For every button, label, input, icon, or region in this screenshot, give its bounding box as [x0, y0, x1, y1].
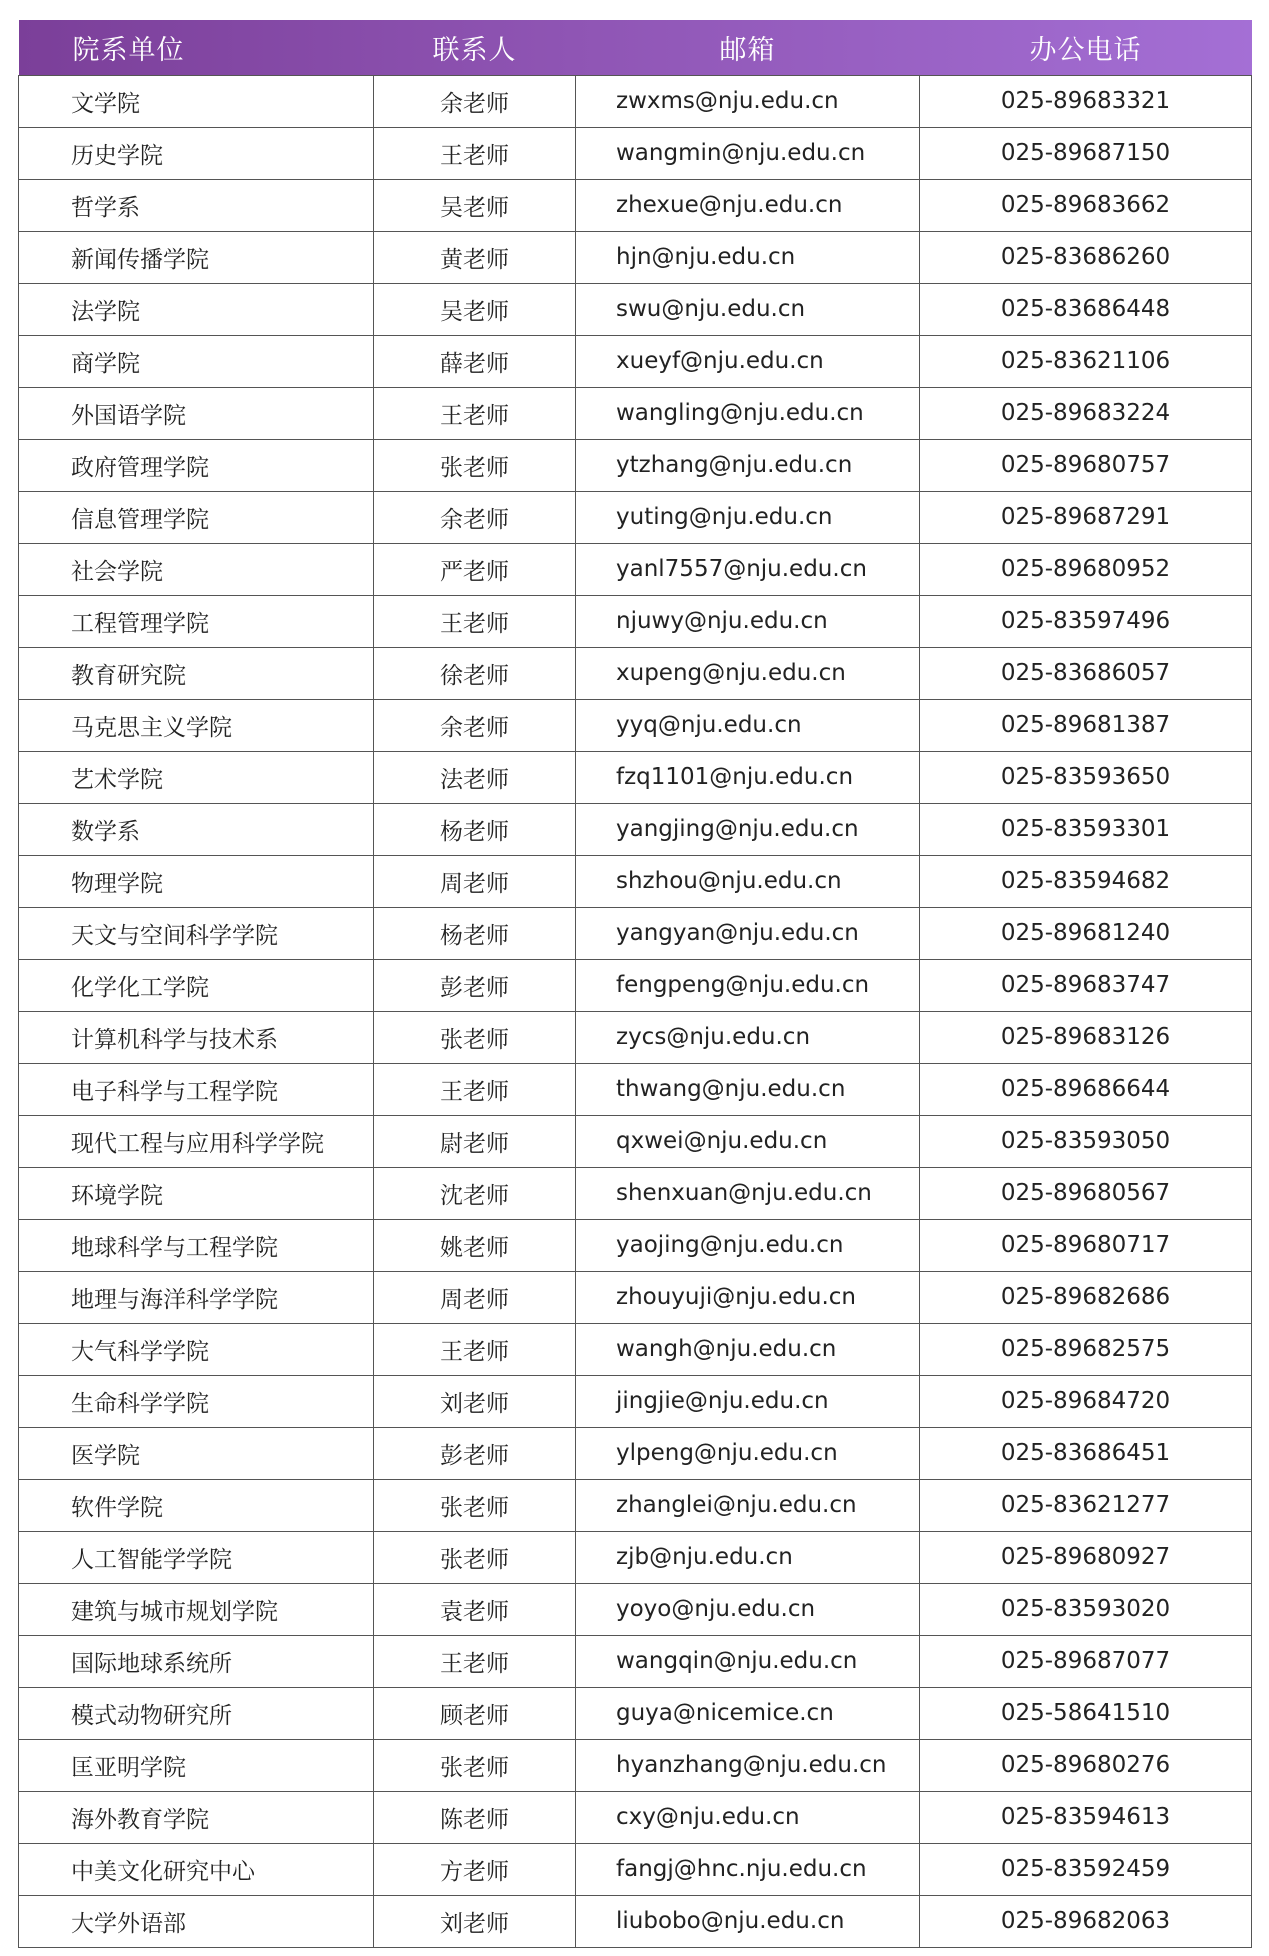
office-phone-cell: 025-83593301: [920, 803, 1252, 855]
department-cell: 电子科学与工程学院: [19, 1063, 374, 1115]
department-cell: 商学院: [19, 335, 374, 387]
office-phone-cell: 025-89681387: [920, 699, 1252, 751]
office-phone-cell: 025-89680276: [920, 1739, 1252, 1791]
department-cell: 社会学院: [19, 543, 374, 595]
department-contact-table: [18, 20, 1252, 1948]
email-cell: wangmin@nju.edu.cn: [576, 127, 920, 179]
department-cell: 化学化工学院: [19, 959, 374, 1011]
department-cell: 工程管理学院: [19, 595, 374, 647]
contact-person-cell: 张老师: [374, 1479, 576, 1531]
table-row: [19, 1063, 1252, 1115]
office-phone-cell: 025-89683224: [920, 387, 1252, 439]
department-cell: 天文与空间科学学院: [19, 907, 374, 959]
office-phone-cell: 025-83593050: [920, 1115, 1252, 1167]
table-row: [19, 699, 1252, 751]
department-cell: 模式动物研究所: [19, 1687, 374, 1739]
office-phone-cell: 025-89683126: [920, 1011, 1252, 1063]
table-row: [19, 803, 1252, 855]
department-cell: 地理与海洋科学学院: [19, 1271, 374, 1323]
table-row: [19, 543, 1252, 595]
email-cell: hjn@nju.edu.cn: [576, 231, 920, 283]
table-row: [19, 1531, 1252, 1583]
email-cell: zhexue@nju.edu.cn: [576, 179, 920, 231]
table-row: [19, 907, 1252, 959]
contact-person-cell: 王老师: [374, 595, 576, 647]
email-cell: shenxuan@nju.edu.cn: [576, 1167, 920, 1219]
table-row: [19, 127, 1252, 179]
department-cell: 人工智能学学院: [19, 1531, 374, 1583]
email-cell: yyq@nju.edu.cn: [576, 699, 920, 751]
department-cell: 历史学院: [19, 127, 374, 179]
department-cell: 现代工程与应用科学学院: [19, 1115, 374, 1167]
office-phone-cell: 025-89687291: [920, 491, 1252, 543]
email-cell: zhouyuji@nju.edu.cn: [576, 1271, 920, 1323]
email-cell: yangjing@nju.edu.cn: [576, 803, 920, 855]
email-cell: guya@nicemice.cn: [576, 1687, 920, 1739]
contact-person-cell: 沈老师: [374, 1167, 576, 1219]
contact-person-cell: 张老师: [374, 1011, 576, 1063]
department-cell: 艺术学院: [19, 751, 374, 803]
email-cell: zycs@nju.edu.cn: [576, 1011, 920, 1063]
office-phone-cell: 025-83686451: [920, 1427, 1252, 1479]
column-header-contact: 联系人: [432, 34, 517, 66]
department-cell: 环境学院: [19, 1167, 374, 1219]
office-phone-cell: 025-89682063: [920, 1895, 1252, 1947]
department-cell: 法学院: [19, 283, 374, 335]
department-cell: 哲学系: [19, 179, 374, 231]
office-phone-cell: 025-89680757: [920, 439, 1252, 491]
contact-person-cell: 杨老师: [374, 803, 576, 855]
department-cell: 海外教育学院: [19, 1791, 374, 1843]
contact-person-cell: 顾老师: [374, 1687, 576, 1739]
table-row: [19, 1791, 1252, 1843]
email-cell: njuwy@nju.edu.cn: [576, 595, 920, 647]
department-cell: 计算机科学与技术系: [19, 1011, 374, 1063]
contact-person-cell: 杨老师: [374, 907, 576, 959]
email-cell: ytzhang@nju.edu.cn: [576, 439, 920, 491]
contact-person-cell: 徐老师: [374, 647, 576, 699]
column-header-phone: 办公电话: [1029, 34, 1142, 66]
office-phone-cell: 025-89680567: [920, 1167, 1252, 1219]
email-cell: zhanglei@nju.edu.cn: [576, 1479, 920, 1531]
contact-person-cell: 张老师: [374, 439, 576, 491]
table-row: [19, 75, 1252, 127]
department-cell: 马克思主义学院: [19, 699, 374, 751]
email-cell: cxy@nju.edu.cn: [576, 1791, 920, 1843]
table-row: [19, 1115, 1252, 1167]
department-cell: 文学院: [19, 75, 374, 127]
table-row: [19, 335, 1252, 387]
department-cell: 生命科学学院: [19, 1375, 374, 1427]
email-cell: shzhou@nju.edu.cn: [576, 855, 920, 907]
email-cell: qxwei@nju.edu.cn: [576, 1115, 920, 1167]
email-cell: wangling@nju.edu.cn: [576, 387, 920, 439]
contact-person-cell: 王老师: [374, 1635, 576, 1687]
email-cell: fzq1101@nju.edu.cn: [576, 751, 920, 803]
table-row: [19, 959, 1252, 1011]
table-row: [19, 179, 1252, 231]
email-cell: yoyo@nju.edu.cn: [576, 1583, 920, 1635]
department-cell: 医学院: [19, 1427, 374, 1479]
column-header-email: 邮箱: [719, 34, 776, 66]
department-cell: 地球科学与工程学院: [19, 1219, 374, 1271]
department-cell: 教育研究院: [19, 647, 374, 699]
table-row: [19, 387, 1252, 439]
table-row: [19, 1583, 1252, 1635]
office-phone-cell: 025-89681240: [920, 907, 1252, 959]
email-cell: zjb@nju.edu.cn: [576, 1531, 920, 1583]
email-cell: yuting@nju.edu.cn: [576, 491, 920, 543]
department-cell: 中美文化研究中心: [19, 1843, 374, 1895]
contact-person-cell: 方老师: [374, 1843, 576, 1895]
contact-person-cell: 吴老师: [374, 283, 576, 335]
office-phone-cell: 025-89682575: [920, 1323, 1252, 1375]
office-phone-cell: 025-89680717: [920, 1219, 1252, 1271]
office-phone-cell: 025-83686448: [920, 283, 1252, 335]
contact-person-cell: 余老师: [374, 491, 576, 543]
table-row: [19, 1479, 1252, 1531]
contact-person-cell: 法老师: [374, 751, 576, 803]
table-header: [19, 20, 1252, 75]
table-row: [19, 439, 1252, 491]
email-cell: fengpeng@nju.edu.cn: [576, 959, 920, 1011]
office-phone-cell: 025-89683662: [920, 179, 1252, 231]
contact-person-cell: 王老师: [374, 1063, 576, 1115]
office-phone-cell: 025-83597496: [920, 595, 1252, 647]
table-row: [19, 647, 1252, 699]
office-phone-cell: 025-89680952: [920, 543, 1252, 595]
office-phone-cell: 025-89682686: [920, 1271, 1252, 1323]
department-cell: 软件学院: [19, 1479, 374, 1531]
department-cell: 大学外语部: [19, 1895, 374, 1947]
email-cell: fangj@hnc.nju.edu.cn: [576, 1843, 920, 1895]
department-cell: 建筑与城市规划学院: [19, 1583, 374, 1635]
contact-person-cell: 周老师: [374, 1271, 576, 1323]
department-cell: 物理学院: [19, 855, 374, 907]
contact-person-cell: 王老师: [374, 127, 576, 179]
email-cell: yanl7557@nju.edu.cn: [576, 543, 920, 595]
office-phone-cell: 025-89683747: [920, 959, 1252, 1011]
department-cell: 国际地球系统所: [19, 1635, 374, 1687]
table-row: [19, 1219, 1252, 1271]
email-cell: yaojing@nju.edu.cn: [576, 1219, 920, 1271]
department-cell: 政府管理学院: [19, 439, 374, 491]
contact-person-cell: 刘老师: [374, 1375, 576, 1427]
contact-person-cell: 尉老师: [374, 1115, 576, 1167]
contact-person-cell: 严老师: [374, 543, 576, 595]
table-row: [19, 1427, 1252, 1479]
table-row: [19, 1895, 1252, 1947]
office-phone-cell: 025-83592459: [920, 1843, 1252, 1895]
email-cell: liubobo@nju.edu.cn: [576, 1895, 920, 1947]
contact-person-cell: 黄老师: [374, 231, 576, 283]
email-cell: xupeng@nju.edu.cn: [576, 647, 920, 699]
table-row: [19, 283, 1252, 335]
email-cell: thwang@nju.edu.cn: [576, 1063, 920, 1115]
table-row: [19, 1323, 1252, 1375]
table-header-row: [19, 20, 1252, 75]
office-phone-cell: 025-83686057: [920, 647, 1252, 699]
office-phone-cell: 025-83621106: [920, 335, 1252, 387]
table-row: [19, 1011, 1252, 1063]
table-row: [19, 595, 1252, 647]
office-phone-cell: 025-89687077: [920, 1635, 1252, 1687]
table-row: [19, 1687, 1252, 1739]
department-cell: 数学系: [19, 803, 374, 855]
department-cell: 大气科学学院: [19, 1323, 374, 1375]
table-row: [19, 1375, 1252, 1427]
contact-person-cell: 薛老师: [374, 335, 576, 387]
email-cell: xueyf@nju.edu.cn: [576, 335, 920, 387]
office-phone-cell: 025-83593020: [920, 1583, 1252, 1635]
email-cell: zwxms@nju.edu.cn: [576, 75, 920, 127]
office-phone-cell: 025-89680927: [920, 1531, 1252, 1583]
table-row: [19, 1635, 1252, 1687]
department-cell: 外国语学院: [19, 387, 374, 439]
office-phone-cell: 025-89683321: [920, 75, 1252, 127]
department-cell: 新闻传播学院: [19, 231, 374, 283]
table-row: [19, 751, 1252, 803]
contact-person-cell: 余老师: [374, 699, 576, 751]
office-phone-cell: 025-89687150: [920, 127, 1252, 179]
table-row: [19, 231, 1252, 283]
office-phone-cell: 025-89686644: [920, 1063, 1252, 1115]
email-cell: wangh@nju.edu.cn: [576, 1323, 920, 1375]
contact-person-cell: 余老师: [374, 75, 576, 127]
table-body: [19, 75, 1252, 1947]
table-row: [19, 1167, 1252, 1219]
contact-table-container: [18, 20, 1251, 1948]
contact-person-cell: 袁老师: [374, 1583, 576, 1635]
contact-person-cell: 彭老师: [374, 959, 576, 1011]
contact-person-cell: 彭老师: [374, 1427, 576, 1479]
contact-person-cell: 张老师: [374, 1739, 576, 1791]
contact-person-cell: 刘老师: [374, 1895, 576, 1947]
department-cell: 匡亚明学院: [19, 1739, 374, 1791]
email-cell: jingjie@nju.edu.cn: [576, 1375, 920, 1427]
contact-person-cell: 陈老师: [374, 1791, 576, 1843]
contact-person-cell: 张老师: [374, 1531, 576, 1583]
office-phone-cell: 025-83686260: [920, 231, 1252, 283]
email-cell: swu@nju.edu.cn: [576, 283, 920, 335]
department-cell: 信息管理学院: [19, 491, 374, 543]
table-row: [19, 1271, 1252, 1323]
contact-person-cell: 周老师: [374, 855, 576, 907]
office-phone-cell: 025-58641510: [920, 1687, 1252, 1739]
table-row: [19, 1843, 1252, 1895]
email-cell: wangqin@nju.edu.cn: [576, 1635, 920, 1687]
office-phone-cell: 025-83621277: [920, 1479, 1252, 1531]
contact-person-cell: 姚老师: [374, 1219, 576, 1271]
contact-person-cell: 王老师: [374, 1323, 576, 1375]
contact-person-cell: 王老师: [374, 387, 576, 439]
email-cell: hyanzhang@nju.edu.cn: [576, 1739, 920, 1791]
office-phone-cell: 025-89684720: [920, 1375, 1252, 1427]
table-row: [19, 1739, 1252, 1791]
office-phone-cell: 025-83593650: [920, 751, 1252, 803]
office-phone-cell: 025-83594613: [920, 1791, 1252, 1843]
table-row: [19, 491, 1252, 543]
email-cell: ylpeng@nju.edu.cn: [576, 1427, 920, 1479]
office-phone-cell: 025-83594682: [920, 855, 1252, 907]
contact-person-cell: 吴老师: [374, 179, 576, 231]
table-row: [19, 855, 1252, 907]
email-cell: yangyan@nju.edu.cn: [576, 907, 920, 959]
column-header-unit: 院系单位: [72, 34, 185, 66]
